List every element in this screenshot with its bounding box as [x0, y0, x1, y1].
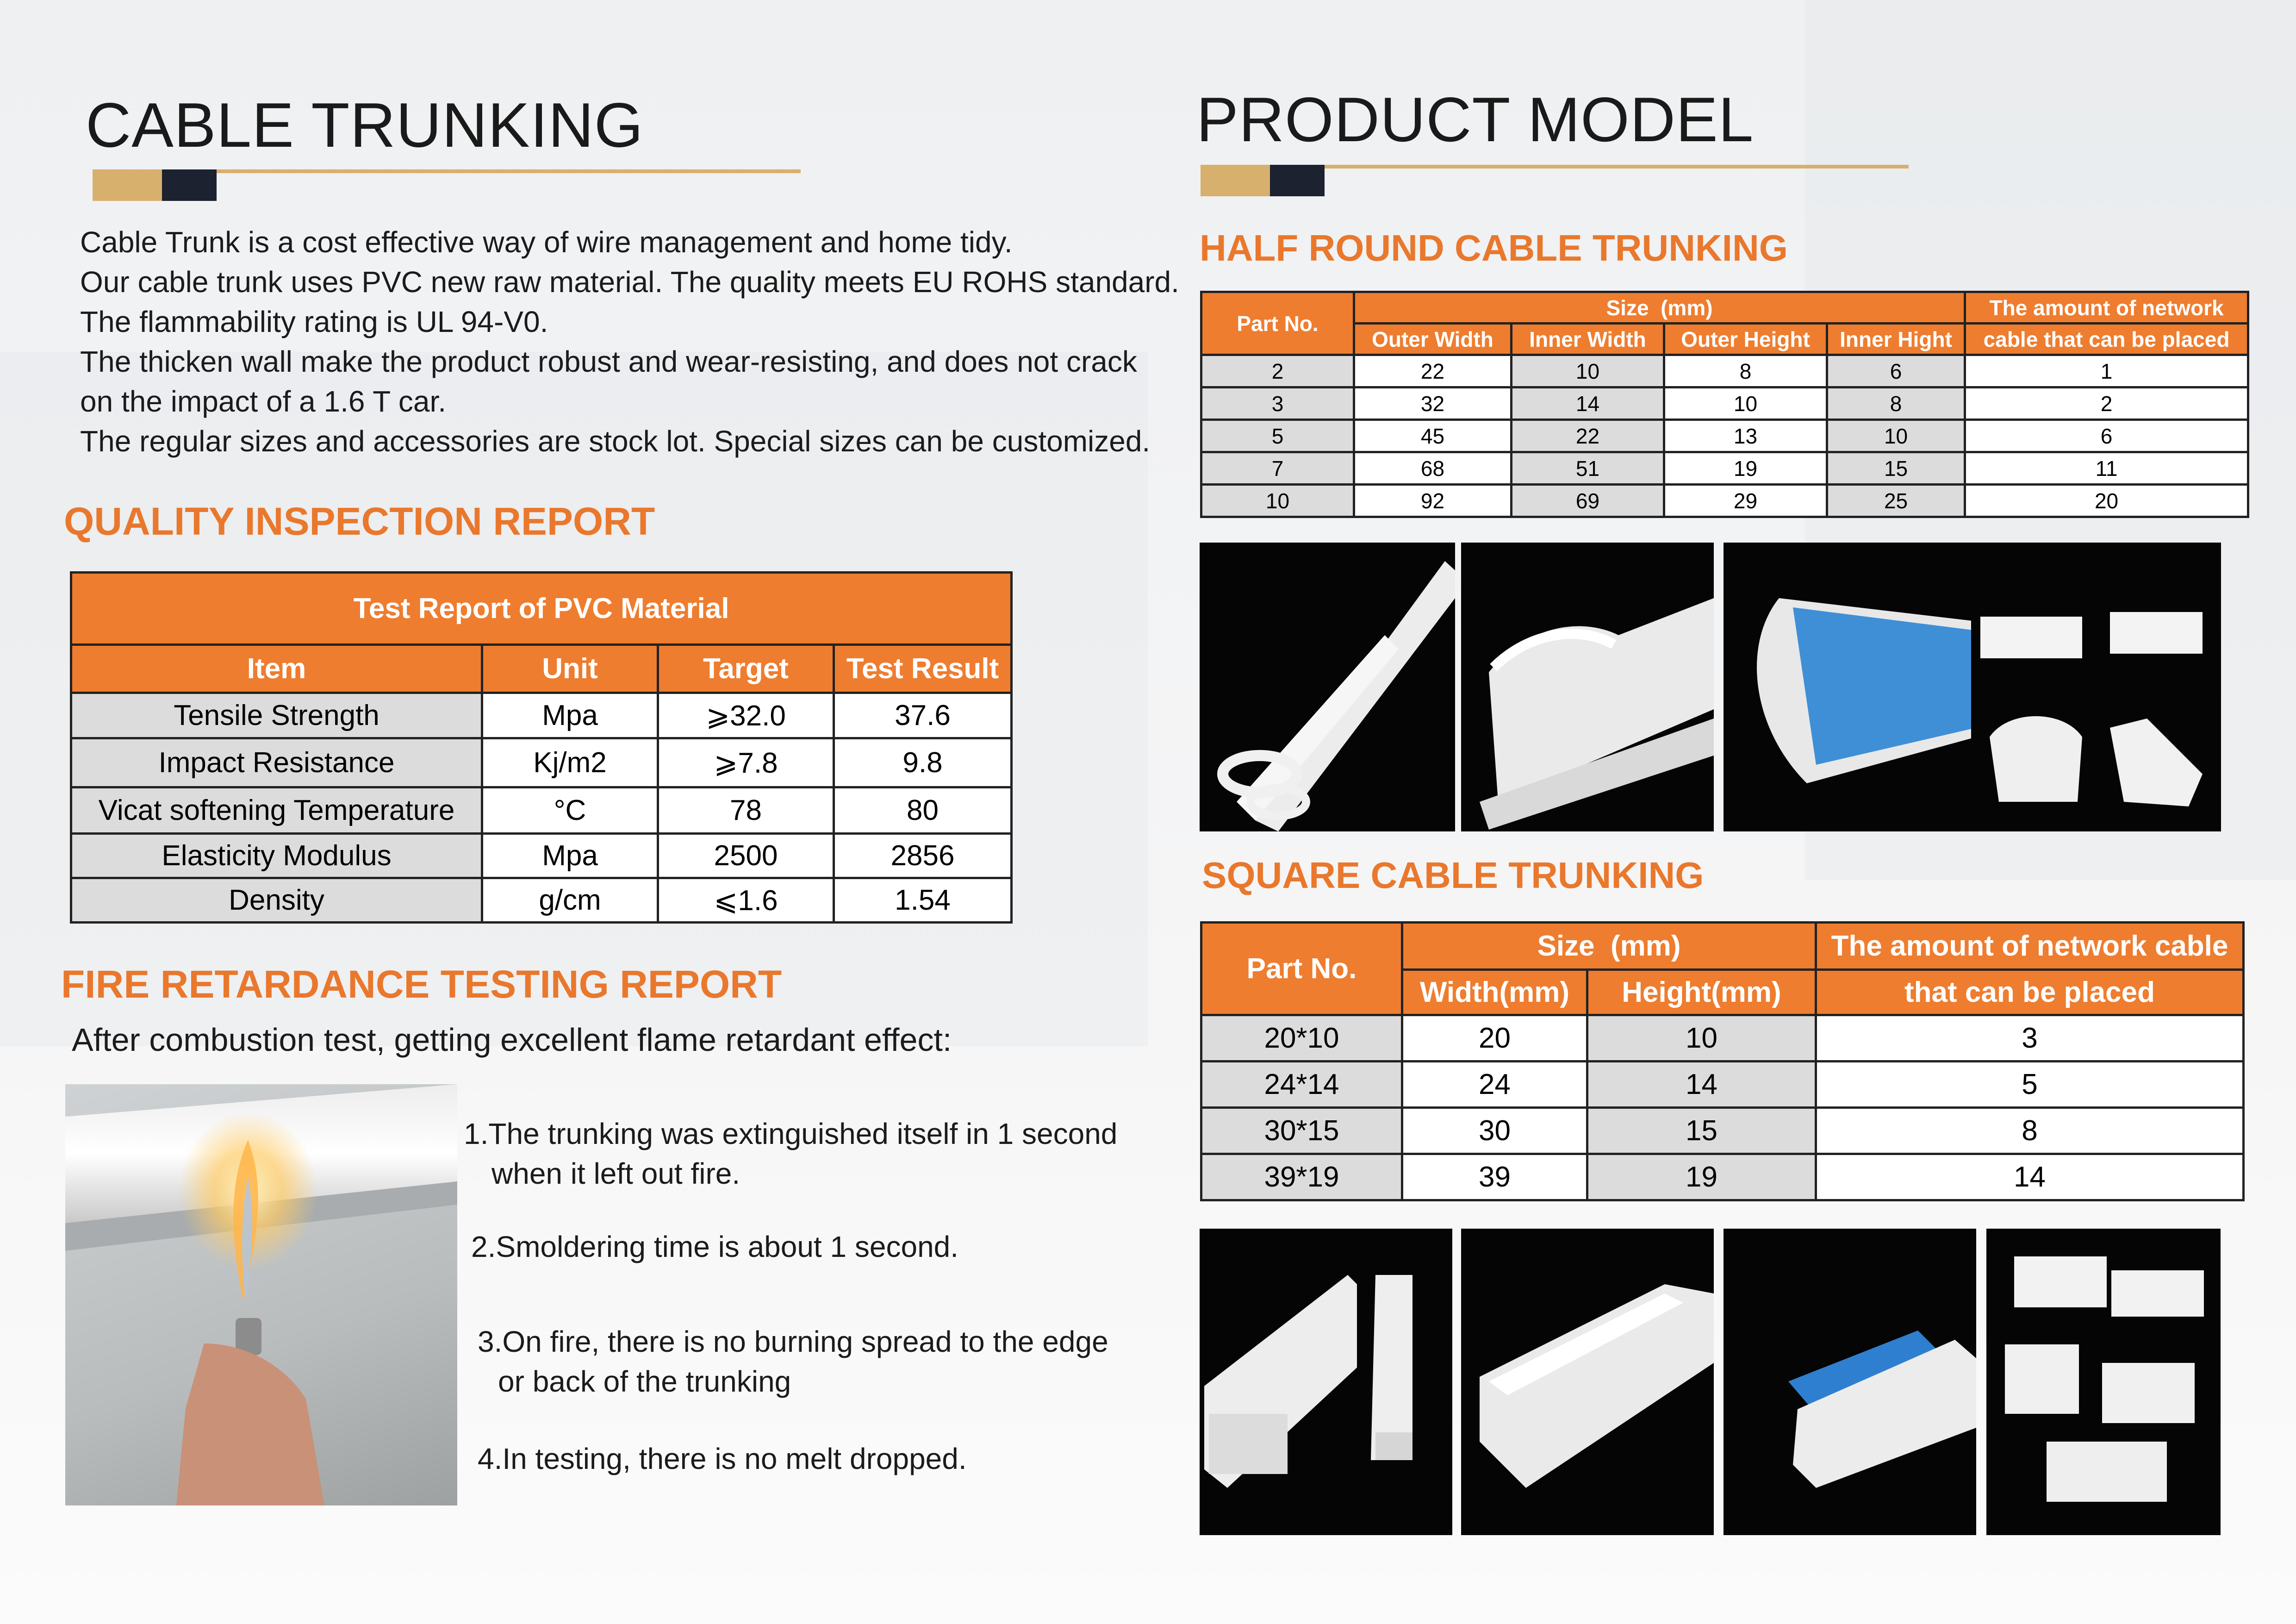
table-row [1201, 420, 2248, 452]
half-round-photo-2 [1461, 543, 1714, 831]
cell: ⩾7.8 [658, 738, 834, 787]
quality-heading: QUALITY INSPECTION REPORT [64, 500, 655, 543]
cell: 11 [1965, 452, 2248, 485]
cell: 10 [1512, 355, 1664, 387]
product-model-title: PRODUCT MODEL [1196, 84, 1754, 155]
title-ruler-left [93, 169, 801, 201]
cell: 1.54 [834, 878, 1012, 923]
cell: 24 [1402, 1062, 1587, 1108]
fire-point-line: 2.Smoldering time is about 1 second. [471, 1230, 959, 1263]
cell: 25 [1827, 485, 1965, 517]
fire-point-2 [471, 1227, 958, 1267]
cell: Kj/m2 [482, 738, 658, 787]
cell: 8 [1827, 387, 1965, 420]
table-row [71, 878, 1012, 923]
flame-test-photo [65, 1084, 457, 1505]
half-round-heading: HALF ROUND CABLE TRUNKING [1200, 227, 1788, 269]
cell: Vicat softening Temperature [71, 787, 482, 834]
cell: 3 [1201, 387, 1354, 420]
cell: ⩽1.6 [658, 878, 834, 923]
cell: 80 [834, 787, 1012, 834]
cell: 6 [1827, 355, 1965, 387]
cell: 69 [1512, 485, 1664, 517]
cell: 37.6 [834, 693, 1012, 738]
square-table [1200, 921, 2245, 1201]
cell: 14 [1512, 387, 1664, 420]
cell: Mpa [482, 693, 658, 738]
cell: 14 [1587, 1062, 1816, 1108]
cell: 32 [1354, 387, 1512, 420]
pvc-header-unit: Unit [482, 645, 658, 693]
cell: 30*15 [1201, 1108, 1402, 1154]
intro-line: on the impact of a 1.6 T car. [80, 385, 446, 418]
intro-line: Cable Trunk is a cost effective way of wire management and home tidy. [80, 225, 1013, 259]
cell: 45 [1354, 420, 1512, 452]
cell: °C [482, 787, 658, 834]
cell: 5 [1201, 420, 1354, 452]
hr-header-amount-2: cable that can be placed [1965, 324, 2248, 355]
fire-point-1 [464, 1114, 1117, 1193]
sq-header-amount-1: The amount of network cable [1816, 923, 2244, 970]
cable-trunking-title: CABLE TRUNKING [86, 90, 644, 160]
cell: 15 [1827, 452, 1965, 485]
cell: 92 [1354, 485, 1512, 517]
square-photo-3 [1724, 1229, 1976, 1535]
square-heading: SQUARE CABLE TRUNKING [1202, 855, 1704, 896]
cell: Tensile Strength [71, 693, 482, 738]
square-photo-1 [1200, 1229, 1452, 1535]
sq-header-size: Size (mm) [1402, 923, 1816, 970]
pvc-header-target: Target [658, 645, 834, 693]
cell: 39*19 [1201, 1154, 1402, 1200]
cell: 5 [1816, 1062, 2244, 1108]
fire-point-line: 4.In testing, there is no melt dropped. [478, 1442, 967, 1475]
cell: g/cm [482, 878, 658, 923]
cell: 22 [1354, 355, 1512, 387]
table-row [71, 738, 1012, 787]
half-round-accessories-photo [1971, 543, 2221, 831]
fire-intro: After combustion test, getting excellent flame retardant effect: [72, 1022, 952, 1058]
hr-subheader: Inner Width [1512, 324, 1664, 355]
sq-subheader: Height(mm) [1587, 970, 1816, 1015]
intro-line: The regular sizes and accessories are stock lot. Special sizes can be customized. [80, 425, 1151, 458]
cell: 10 [1827, 420, 1965, 452]
square-accessories-photo [1986, 1229, 2221, 1535]
cell: 19 [1664, 452, 1827, 485]
title-ruler-right [1201, 165, 1909, 196]
sq-header-amount-2: that can be placed [1816, 970, 2244, 1015]
intro-line: The thicken wall make the product robust and wear-resisting, and does not crack [80, 345, 1137, 378]
cell: 2500 [658, 834, 834, 878]
fire-point-line: when it left out fire. [492, 1157, 740, 1190]
cell: 24*14 [1201, 1062, 1402, 1108]
table-row [1201, 485, 2248, 517]
cell: 8 [1816, 1108, 2244, 1154]
sq-header-part: Part No. [1201, 923, 1402, 1015]
cell: 68 [1354, 452, 1512, 485]
table-row [1201, 1154, 2244, 1200]
cell: 13 [1664, 420, 1827, 452]
cell: 22 [1512, 420, 1664, 452]
sq-subheader: Width(mm) [1402, 970, 1587, 1015]
table-row [1201, 1108, 2244, 1154]
cell: 15 [1587, 1108, 1816, 1154]
intro-line: Our cable trunk uses PVC new raw material. The quality meets EU ROHS standard. [80, 265, 1179, 299]
fire-point-line: or back of the trunking [498, 1365, 791, 1398]
cell: 3 [1816, 1015, 2244, 1062]
cell: 6 [1965, 420, 2248, 452]
intro-paragraph [80, 222, 1200, 461]
fire-point-line: 1.The trunking was extinguished itself in 1 second [464, 1117, 1118, 1150]
fire-heading: FIRE RETARDANCE TESTING REPORT [61, 962, 782, 1006]
hr-subheader: Inner Hight [1827, 324, 1965, 355]
cell: Density [71, 878, 482, 923]
half-round-photo-3 [1724, 543, 1976, 831]
hr-header-part: Part No. [1201, 292, 1354, 355]
cell: 8 [1664, 355, 1827, 387]
cell: 78 [658, 787, 834, 834]
table-row [71, 693, 1012, 738]
cell: 51 [1512, 452, 1664, 485]
fire-point-4 [478, 1439, 967, 1479]
fire-point-line: 3.On fire, there is no burning spread to the edge [478, 1325, 1108, 1358]
cell: 1 [1965, 355, 2248, 387]
fire-point-3 [478, 1322, 1108, 1401]
table-row [1201, 1062, 2244, 1108]
cell: 10 [1664, 387, 1827, 420]
hr-subheader: Outer Width [1354, 324, 1512, 355]
cell: 14 [1816, 1154, 2244, 1200]
pvc-test-table [70, 571, 1013, 924]
cell: 7 [1201, 452, 1354, 485]
cell: 2 [1201, 355, 1354, 387]
cell: 30 [1402, 1108, 1587, 1154]
pvc-header-result: Test Result [834, 645, 1012, 693]
table-row [1201, 387, 2248, 420]
half-round-photo-1 [1200, 543, 1455, 831]
cell: Elasticity Modulus [71, 834, 482, 878]
table-row [1201, 1015, 2244, 1062]
cell: Impact Resistance [71, 738, 482, 787]
hr-header-size: Size (mm) [1354, 292, 1965, 324]
cell: 20 [1402, 1015, 1587, 1062]
half-round-table [1200, 291, 2249, 518]
pvc-table-caption: Test Report of PVC Material [71, 573, 1012, 645]
cell: 10 [1201, 485, 1354, 517]
cell: 20*10 [1201, 1015, 1402, 1062]
hr-header-amount-1: The amount of network [1965, 292, 2248, 324]
cell: 19 [1587, 1154, 1816, 1200]
cell: 29 [1664, 485, 1827, 517]
cell: ⩾32.0 [658, 693, 834, 738]
table-row [71, 834, 1012, 878]
pvc-header-item: Item [71, 645, 482, 693]
hr-subheader: Outer Height [1664, 324, 1827, 355]
square-photo-2 [1461, 1229, 1714, 1535]
table-row [71, 787, 1012, 834]
cell: Mpa [482, 834, 658, 878]
cell: 39 [1402, 1154, 1587, 1200]
table-row [1201, 355, 2248, 387]
table-row [1201, 452, 2248, 485]
cell: 9.8 [834, 738, 1012, 787]
intro-line: The flammability rating is UL 94-V0. [80, 305, 548, 338]
cell: 2 [1965, 387, 2248, 420]
cell: 2856 [834, 834, 1012, 878]
cell: 10 [1587, 1015, 1816, 1062]
cell: 20 [1965, 485, 2248, 517]
